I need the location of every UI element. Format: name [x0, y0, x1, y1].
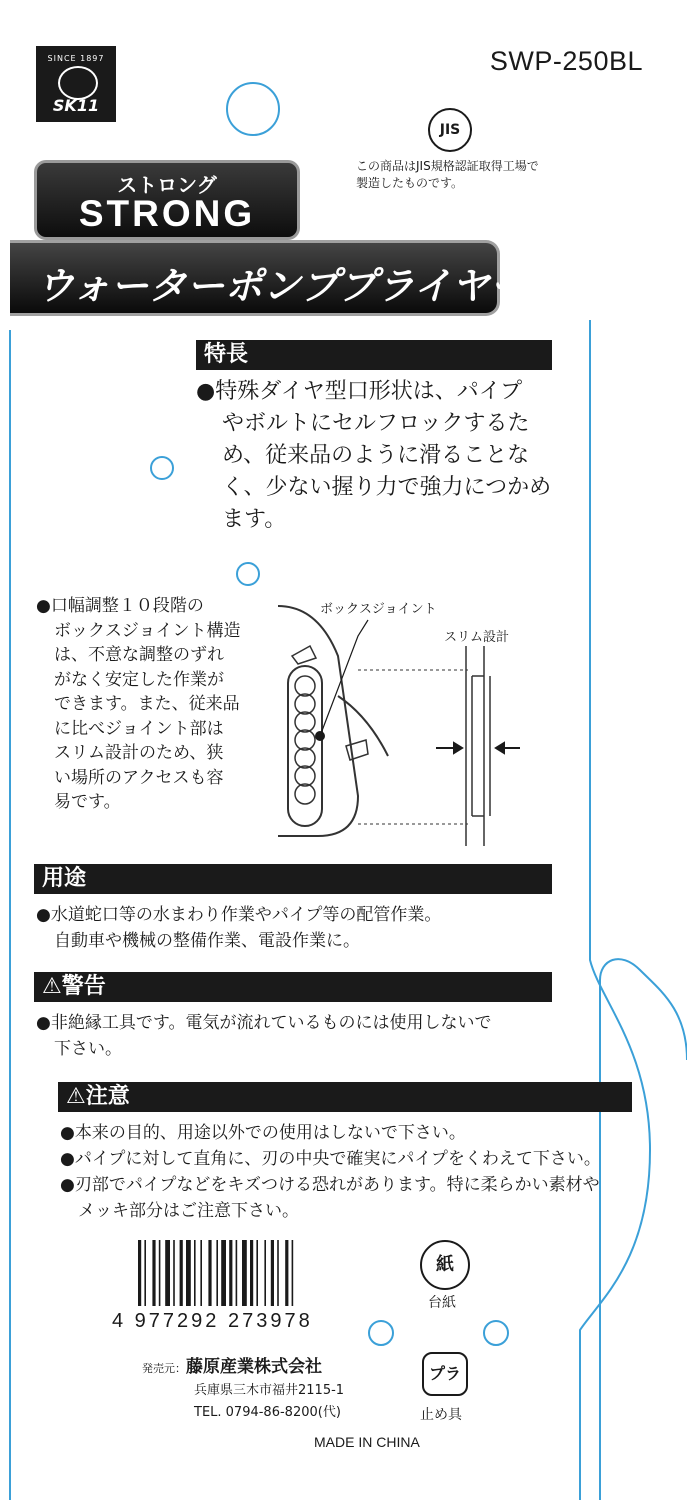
- usage-heading: 用途: [34, 864, 552, 894]
- decor-hole: [150, 456, 174, 480]
- warning-heading: ⚠警告: [34, 972, 552, 1002]
- box-joint-line: は、不意な調整のずれ: [54, 645, 224, 665]
- barcode-bar: [250, 1240, 253, 1306]
- barcode: [136, 1240, 336, 1306]
- caution-heading: ⚠注意: [58, 1082, 632, 1112]
- warning-line: ● 非絶縁工具です。電気が流れているものには使用しないで: [36, 1010, 576, 1036]
- decor-hole: [368, 1320, 394, 1346]
- warning-line: 下さい。: [54, 1039, 122, 1059]
- jis-note-line: この商品はJIS規格認証取得工場で: [356, 159, 539, 173]
- usage-line: ● 水道蛇口等の水まわり作業やパイプ等の配管作業。: [36, 902, 576, 928]
- decor-hole: [483, 1320, 509, 1346]
- barcode-bar: [152, 1240, 155, 1306]
- barcode-bar: [173, 1240, 175, 1306]
- seller-address: 兵庫県三木市福井2115-1: [194, 1383, 345, 1398]
- features-text: [196, 376, 566, 536]
- box-joint-line: できます。また、従来品: [54, 694, 240, 714]
- seller-line: 発売元：藤原産業株式会社: [142, 1357, 322, 1377]
- caution-line: メッキ部分はご注意下さい。: [78, 1201, 299, 1221]
- box-joint-callout: ボックスジョイント: [320, 602, 437, 617]
- title-badge: [34, 160, 300, 240]
- barcode-bar: [271, 1240, 274, 1306]
- barcode-bar: [180, 1240, 183, 1306]
- logo-since-text: SINCE 1897: [47, 54, 105, 63]
- features-line: め、従来品のように滑ることな: [222, 443, 530, 468]
- barcode-bar: [194, 1240, 196, 1306]
- usage-text: [36, 902, 576, 954]
- barcode-bar: [229, 1240, 232, 1306]
- seller-tel: TEL. 0794-86-8200(代): [194, 1405, 341, 1420]
- barcode-bar: [186, 1240, 191, 1306]
- features-line: ます。: [222, 507, 287, 532]
- logo-brand-text: SK11: [52, 96, 100, 115]
- box-joint-line: ● 口幅調整１０段階の: [36, 594, 256, 619]
- slim-design-callout: スリム設計: [444, 630, 510, 645]
- jis-note: [356, 158, 586, 192]
- jis-note-line: 製造したものです。: [356, 176, 464, 190]
- box-joint-line: い場所のアクセスも容: [54, 767, 224, 788]
- box-joint-line: に比べジョイント部は: [54, 718, 224, 739]
- barcode-bar: [277, 1240, 279, 1306]
- barcode-bar: [216, 1240, 218, 1306]
- paper-recycle-icon: 紙: [420, 1240, 470, 1290]
- globe-icon: [58, 66, 98, 100]
- barcode-bar: [292, 1240, 294, 1306]
- box-joint-text: [36, 594, 256, 815]
- barcode-bar: [242, 1240, 247, 1306]
- warning-text: [36, 1010, 576, 1062]
- features-line: く、少ない握り力で強力につかめ: [222, 475, 552, 500]
- features-line: ● 特殊ダイヤ型口形状は、パイプ: [196, 376, 566, 408]
- barcode-digits: 4 977292 273978: [112, 1310, 313, 1332]
- barcode-bar: [159, 1240, 161, 1306]
- caution-line: ● 刃部でパイプなどをキズつける恐れがあります。特に柔らかい素材や: [60, 1172, 630, 1198]
- barcode-bar: [144, 1240, 146, 1306]
- decor-hole: [236, 562, 260, 586]
- barcode-bar: [138, 1240, 141, 1306]
- seller-block: [142, 1356, 344, 1424]
- brand-logo: [36, 46, 116, 122]
- caution-text: [60, 1120, 630, 1224]
- barcode-bar: [208, 1240, 211, 1306]
- paper-recycle-label: 台紙: [428, 1295, 456, 1311]
- barcode-bar: [200, 1240, 202, 1306]
- product-title-banner: [10, 240, 528, 316]
- title-kana: ストロング: [117, 173, 217, 197]
- origin-label: MADE IN CHINA: [314, 1434, 420, 1450]
- barcode-bar: [165, 1240, 170, 1306]
- product-title: ウォーターポンププライヤー: [36, 264, 528, 308]
- jis-mark-icon: JIS: [428, 108, 472, 152]
- box-joint-line: 易です。: [54, 792, 121, 812]
- features-line: やボルトにセルフロックするた: [222, 411, 530, 436]
- plastic-recycle-label: 止め具: [420, 1407, 462, 1423]
- caution-line: ● 本来の目的、用途以外での使用はしないで下さい。: [60, 1120, 630, 1146]
- caution-line: ● パイプに対して直角に、刃の中央で確実にパイプをくわえて下さい。: [60, 1146, 630, 1172]
- barcode-bar: [264, 1240, 266, 1306]
- plastic-recycle-icon: プラ: [422, 1352, 468, 1396]
- barcode-bar: [236, 1240, 238, 1306]
- model-number: SWP-250BL: [489, 46, 643, 76]
- box-joint-line: スリム設計のため、狭: [54, 743, 224, 763]
- usage-line: 自動車や機械の整備作業、電設作業に。: [54, 931, 360, 951]
- box-joint-line: がなく安定した作業が: [54, 669, 224, 690]
- title-english: STRONG: [78, 193, 256, 234]
- hang-hole: [226, 82, 280, 136]
- box-joint-line: ボックスジョイント構造: [54, 620, 241, 641]
- barcode-bar: [256, 1240, 258, 1306]
- barcode-bar: [285, 1240, 288, 1306]
- barcode-bar: [221, 1240, 226, 1306]
- features-heading: 特長: [196, 340, 552, 370]
